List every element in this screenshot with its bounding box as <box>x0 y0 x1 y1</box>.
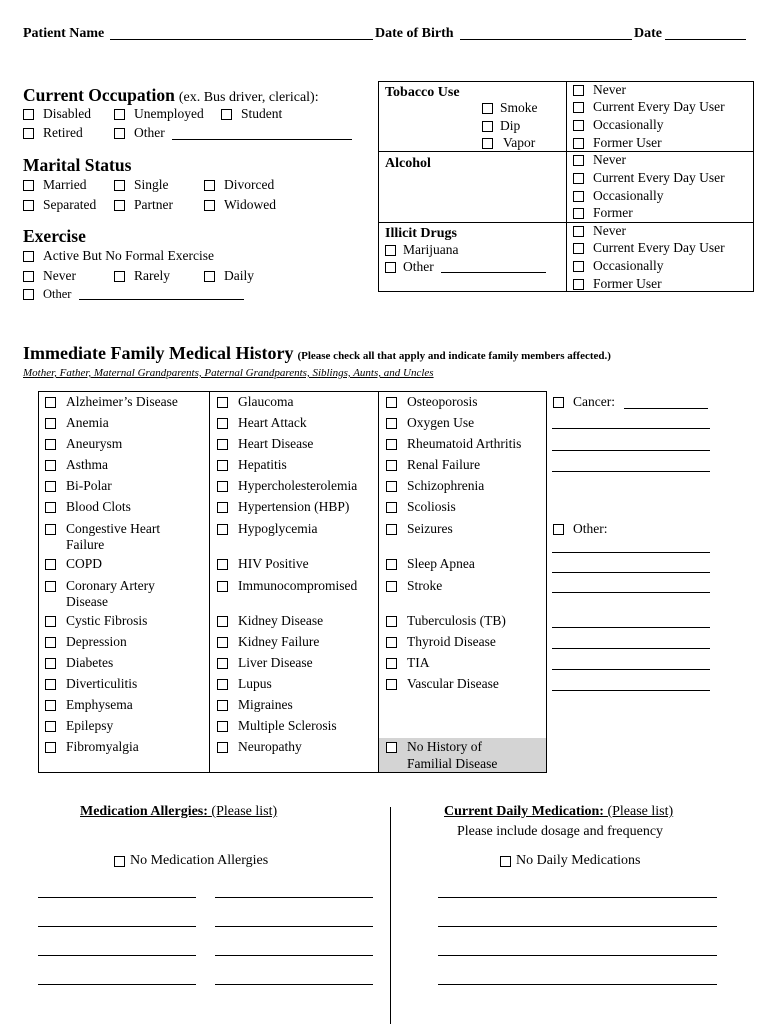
allergy-line[interactable] <box>215 955 373 956</box>
emphysema-label: Emphysema <box>66 697 133 712</box>
exercise-never-checkbox[interactable] <box>23 271 34 282</box>
thyroid-checkbox[interactable] <box>386 637 397 648</box>
drugs-everyday-checkbox[interactable] <box>573 243 584 254</box>
allergies-title: Medication Allergies: <box>80 804 208 819</box>
exercise-daily-label: Daily <box>224 268 254 283</box>
oxygen-use-checkbox[interactable] <box>386 418 397 429</box>
tobacco-never-label: Never <box>593 82 626 97</box>
emphysema-checkbox[interactable] <box>45 700 56 711</box>
schizophrenia-checkbox[interactable] <box>386 481 397 492</box>
liver-disease-label: Liver Disease <box>238 655 313 670</box>
stroke-checkbox[interactable] <box>386 581 397 592</box>
immunocompromised-checkbox[interactable] <box>217 581 228 592</box>
other-line[interactable] <box>552 690 710 691</box>
diverticulitis-label: Diverticulitis <box>66 676 138 691</box>
drugs-former-label: Former User <box>593 276 662 291</box>
other-line[interactable] <box>552 552 710 553</box>
dip-label: Dip <box>500 118 521 133</box>
cad-label-cont: Disease <box>66 594 108 609</box>
aneurysm-checkbox[interactable] <box>45 439 56 450</box>
tobacco-everyday-checkbox[interactable] <box>573 102 584 113</box>
rheumatoid-arthritis-label: Rheumatoid Arthritis <box>407 436 522 451</box>
no-daily-checkbox[interactable] <box>500 856 511 867</box>
kidney-disease-label: Kidney Disease <box>238 613 324 628</box>
patient-name-field[interactable] <box>110 39 373 40</box>
schizophrenia-label: Schizophrenia <box>407 478 485 493</box>
other-line[interactable] <box>552 572 710 573</box>
immunocompromised-label: Immunocompromised <box>238 578 358 593</box>
cad-checkbox[interactable] <box>45 581 56 592</box>
disabled-checkbox[interactable] <box>23 109 34 120</box>
seizures-checkbox[interactable] <box>386 524 397 535</box>
student-checkbox[interactable] <box>221 109 232 120</box>
neuropathy-checkbox[interactable] <box>217 742 228 753</box>
substance-row-divider <box>378 151 754 152</box>
occupation-other-label: Other <box>134 125 165 140</box>
kidney-failure-label: Kidney Failure <box>238 634 320 649</box>
copd-checkbox[interactable] <box>45 559 56 570</box>
epilepsy-label: Epilepsy <box>66 718 114 733</box>
kidney-failure-checkbox[interactable] <box>217 637 228 648</box>
drugs-never-label: Never <box>593 223 626 238</box>
drugs-never-checkbox[interactable] <box>573 226 584 237</box>
drugs-former-checkbox[interactable] <box>573 279 584 290</box>
fibromyalgia-label: Fibromyalgia <box>66 739 139 754</box>
other-line[interactable] <box>552 669 710 670</box>
widowed-checkbox[interactable] <box>204 200 215 211</box>
exercise-other-label: Other <box>43 287 72 301</box>
medication-line[interactable] <box>438 955 717 956</box>
alcohol-everyday-label: Current Every Day User <box>593 170 725 185</box>
tobacco-label: Tobacco Use <box>385 85 460 100</box>
vapor-label: Vapor <box>503 135 536 150</box>
other-condition-checkbox[interactable] <box>553 524 564 535</box>
cancer-checkbox[interactable] <box>553 397 564 408</box>
other-condition-label: Other: <box>573 521 608 536</box>
migraines-checkbox[interactable] <box>217 700 228 711</box>
diverticulitis-checkbox[interactable] <box>45 679 56 690</box>
widowed-label: Widowed <box>224 197 276 212</box>
retired-label: Retired <box>43 125 83 140</box>
alzheimers-checkbox[interactable] <box>45 397 56 408</box>
marital-heading: Marital Status <box>23 155 132 175</box>
married-checkbox[interactable] <box>23 180 34 191</box>
medication-line[interactable] <box>438 984 717 985</box>
allergy-line[interactable] <box>215 926 373 927</box>
unemployed-label: Unemployed <box>134 106 204 121</box>
alcohol-former-label: Former <box>593 205 633 220</box>
divorced-checkbox[interactable] <box>204 180 215 191</box>
sleep-apnea-label: Sleep Apnea <box>407 556 475 571</box>
disabled-label: Disabled <box>43 106 91 121</box>
tobacco-everyday-label: Current Every Day User <box>593 99 725 114</box>
unemployed-checkbox[interactable] <box>114 109 125 120</box>
drugs-occasionally-label: Occasionally <box>593 258 664 273</box>
allergy-line[interactable] <box>215 984 373 985</box>
anemia-label: Anemia <box>66 415 109 430</box>
vapor-checkbox[interactable] <box>482 138 493 149</box>
scoliosis-checkbox[interactable] <box>386 502 397 513</box>
exercise-daily-checkbox[interactable] <box>204 271 215 282</box>
anemia-checkbox[interactable] <box>45 418 56 429</box>
no-daily-label: No Daily Medications <box>516 853 641 868</box>
copd-label: COPD <box>66 556 103 571</box>
grid-divider <box>209 391 210 773</box>
exercise-rarely-label: Rarely <box>134 268 170 283</box>
glaucoma-label: Glaucoma <box>238 394 294 409</box>
alcohol-never-label: Never <box>593 152 626 167</box>
hypertension-label: Hypertension (HBP) <box>238 499 350 514</box>
ms-label: Multiple Sclerosis <box>238 718 337 733</box>
hepatitis-checkbox[interactable] <box>217 460 228 471</box>
hypercholesterolemia-label: Hypercholesterolemia <box>238 478 358 493</box>
scoliosis-label: Scoliosis <box>407 499 456 514</box>
heart-attack-label: Heart Attack <box>238 415 307 430</box>
chf-label: Congestive Heart <box>66 521 161 536</box>
heart-disease-checkbox[interactable] <box>217 439 228 450</box>
occupation-other-checkbox[interactable] <box>114 128 125 139</box>
allergy-line[interactable] <box>38 926 196 927</box>
ms-checkbox[interactable] <box>217 721 228 732</box>
no-history-label: No History of <box>407 739 482 754</box>
hiv-checkbox[interactable] <box>217 559 228 570</box>
no-allergies-checkbox[interactable] <box>114 856 125 867</box>
asthma-checkbox[interactable] <box>45 460 56 471</box>
vascular-disease-label: Vascular Disease <box>407 676 499 691</box>
tb-label: Tuberculosis (TB) <box>407 613 506 628</box>
substance-row-divider <box>378 222 754 223</box>
alcohol-occasionally-label: Occasionally <box>593 188 664 203</box>
blood-clots-checkbox[interactable] <box>45 502 56 513</box>
hypertension-checkbox[interactable] <box>217 502 228 513</box>
depression-checkbox[interactable] <box>45 637 56 648</box>
epilepsy-checkbox[interactable] <box>45 721 56 732</box>
drugs-other-field[interactable] <box>441 272 546 273</box>
medication-line[interactable] <box>438 897 717 898</box>
partner-checkbox[interactable] <box>114 200 125 211</box>
tia-checkbox[interactable] <box>386 658 397 669</box>
hypoglycemia-label: Hypoglycemia <box>238 521 318 536</box>
renal-failure-checkbox[interactable] <box>386 460 397 471</box>
other-line[interactable] <box>552 648 710 649</box>
family-members-note: Mother, Father, Maternal Grandparents, Paternal Grandparents, Siblings, Aunts, and Uncles <box>23 367 434 379</box>
partner-label: Partner <box>134 197 173 212</box>
student-label: Student <box>241 106 283 121</box>
family-history-note: (Please check all that apply and indicate family members affected.) <box>297 350 611 362</box>
osteoporosis-checkbox[interactable] <box>386 397 397 408</box>
cystic-fibrosis-label: Cystic Fibrosis <box>66 613 148 628</box>
sleep-apnea-checkbox[interactable] <box>386 559 397 570</box>
tobacco-former-checkbox[interactable] <box>573 138 584 149</box>
substance-table-divider <box>566 81 567 292</box>
cancer-label: Cancer: <box>573 394 615 409</box>
drugs-everyday-label: Current Every Day User <box>593 240 725 255</box>
depression-label: Depression <box>66 634 127 649</box>
migraines-label: Migraines <box>238 697 293 712</box>
exercise-never-label: Never <box>43 268 76 283</box>
daily-med-hint: (Please list) <box>607 804 674 819</box>
blood-clots-label: Blood Clots <box>66 499 131 514</box>
allergy-line[interactable] <box>215 897 373 898</box>
allergies-hint: (Please list) <box>211 804 278 819</box>
neuropathy-label: Neuropathy <box>238 739 302 754</box>
tobacco-former-label: Former User <box>593 135 662 150</box>
alcohol-everyday-checkbox[interactable] <box>573 173 584 184</box>
exercise-other-checkbox[interactable] <box>23 289 34 300</box>
grid-divider <box>378 391 379 773</box>
divorced-label: Divorced <box>224 177 275 192</box>
tia-label: TIA <box>407 655 430 670</box>
other-line[interactable] <box>552 627 710 628</box>
bipolar-label: Bi-Polar <box>66 478 112 493</box>
allergy-line[interactable] <box>38 955 196 956</box>
alcohol-label: Alcohol <box>385 156 431 171</box>
date-field[interactable] <box>665 39 746 40</box>
occupation-other-field[interactable] <box>172 139 352 140</box>
cancer-field[interactable] <box>624 408 708 409</box>
liver-disease-checkbox[interactable] <box>217 658 228 669</box>
hypoglycemia-checkbox[interactable] <box>217 524 228 535</box>
cad-label: Coronary Artery <box>66 578 155 593</box>
heart-attack-checkbox[interactable] <box>217 418 228 429</box>
dip-checkbox[interactable] <box>482 121 493 132</box>
single-checkbox[interactable] <box>114 180 125 191</box>
exercise-heading: Exercise <box>23 226 86 246</box>
alcohol-never-checkbox[interactable] <box>573 155 584 166</box>
tobacco-never-checkbox[interactable] <box>573 85 584 96</box>
medication-line[interactable] <box>438 926 717 927</box>
occupation-hint: (ex. Bus driver, clerical): <box>178 90 319 105</box>
heart-disease-label: Heart Disease <box>238 436 314 451</box>
exercise-rarely-checkbox[interactable] <box>114 271 125 282</box>
drugs-occasionally-checkbox[interactable] <box>573 261 584 272</box>
hypercholesterolemia-checkbox[interactable] <box>217 481 228 492</box>
cystic-fibrosis-checkbox[interactable] <box>45 616 56 627</box>
cancer-line[interactable] <box>552 450 710 451</box>
hiv-label: HIV Positive <box>238 556 309 571</box>
other-line[interactable] <box>552 592 710 593</box>
married-label: Married <box>43 177 87 192</box>
smoke-checkbox[interactable] <box>482 103 493 114</box>
thyroid-label: Thyroid Disease <box>407 634 496 649</box>
stroke-label: Stroke <box>407 578 443 593</box>
osteoporosis-label: Osteoporosis <box>407 394 478 409</box>
marijuana-label: Marijuana <box>403 242 459 257</box>
tobacco-occasionally-checkbox[interactable] <box>573 120 584 131</box>
active-no-formal-checkbox[interactable] <box>23 251 34 262</box>
daily-med-sub: Please include dosage and frequency <box>457 824 664 839</box>
fibromyalgia-checkbox[interactable] <box>45 742 56 753</box>
no-history-checkbox[interactable] <box>386 742 397 753</box>
chf-label-cont: Failure <box>66 537 105 552</box>
asthma-label: Asthma <box>66 457 108 472</box>
allergy-line[interactable] <box>38 984 196 985</box>
date-label: Date <box>634 26 662 41</box>
marijuana-checkbox[interactable] <box>385 245 396 256</box>
bipolar-checkbox[interactable] <box>45 481 56 492</box>
patient-name-label: Patient Name <box>23 26 105 41</box>
tobacco-occasionally-label: Occasionally <box>593 117 664 132</box>
active-no-formal-label: Active But No Formal Exercise <box>43 248 214 263</box>
retired-checkbox[interactable] <box>23 128 34 139</box>
separated-label: Separated <box>43 197 97 212</box>
oxygen-use-label: Oxygen Use <box>407 415 475 430</box>
separated-checkbox[interactable] <box>23 200 34 211</box>
diabetes-checkbox[interactable] <box>45 658 56 669</box>
drugs-other-checkbox[interactable] <box>385 262 396 273</box>
drugs-label: Illicit Drugs <box>385 226 457 241</box>
diabetes-label: Diabetes <box>66 655 114 670</box>
occupation-heading: Current Occupation <box>23 85 175 105</box>
dob-field[interactable] <box>460 39 632 40</box>
allergy-line[interactable] <box>38 897 196 898</box>
rheumatoid-arthritis-checkbox[interactable] <box>386 439 397 450</box>
no-history-label-cont: Familial Disease <box>407 756 498 771</box>
renal-failure-label: Renal Failure <box>407 457 481 472</box>
alcohol-former-checkbox[interactable] <box>573 208 584 219</box>
daily-med-title: Current Daily Medication: <box>444 804 604 819</box>
drugs-other-label: Other <box>403 259 434 274</box>
alcohol-occasionally-checkbox[interactable] <box>573 191 584 202</box>
smoke-label: Smoke <box>500 100 538 115</box>
tb-checkbox[interactable] <box>386 616 397 627</box>
no-allergies-label: No Medication Allergies <box>130 853 269 868</box>
lupus-label: Lupus <box>238 676 272 691</box>
lupus-checkbox[interactable] <box>217 679 228 690</box>
family-history-heading: Immediate Family Medical History <box>23 343 294 363</box>
cancer-line[interactable] <box>552 471 710 472</box>
aneurysm-label: Aneurysm <box>66 436 123 451</box>
vascular-disease-checkbox[interactable] <box>386 679 397 690</box>
alzheimers-label: Alzheimer’s Disease <box>66 394 178 409</box>
glaucoma-checkbox[interactable] <box>217 397 228 408</box>
chf-checkbox[interactable] <box>45 524 56 535</box>
kidney-disease-checkbox[interactable] <box>217 616 228 627</box>
hepatitis-label: Hepatitis <box>238 457 287 472</box>
dob-label: Date of Birth <box>375 26 454 41</box>
exercise-other-field[interactable] <box>79 299 244 300</box>
cancer-line[interactable] <box>552 428 710 429</box>
medications-divider <box>390 807 391 1024</box>
seizures-label: Seizures <box>407 521 453 536</box>
single-label: Single <box>134 177 169 192</box>
